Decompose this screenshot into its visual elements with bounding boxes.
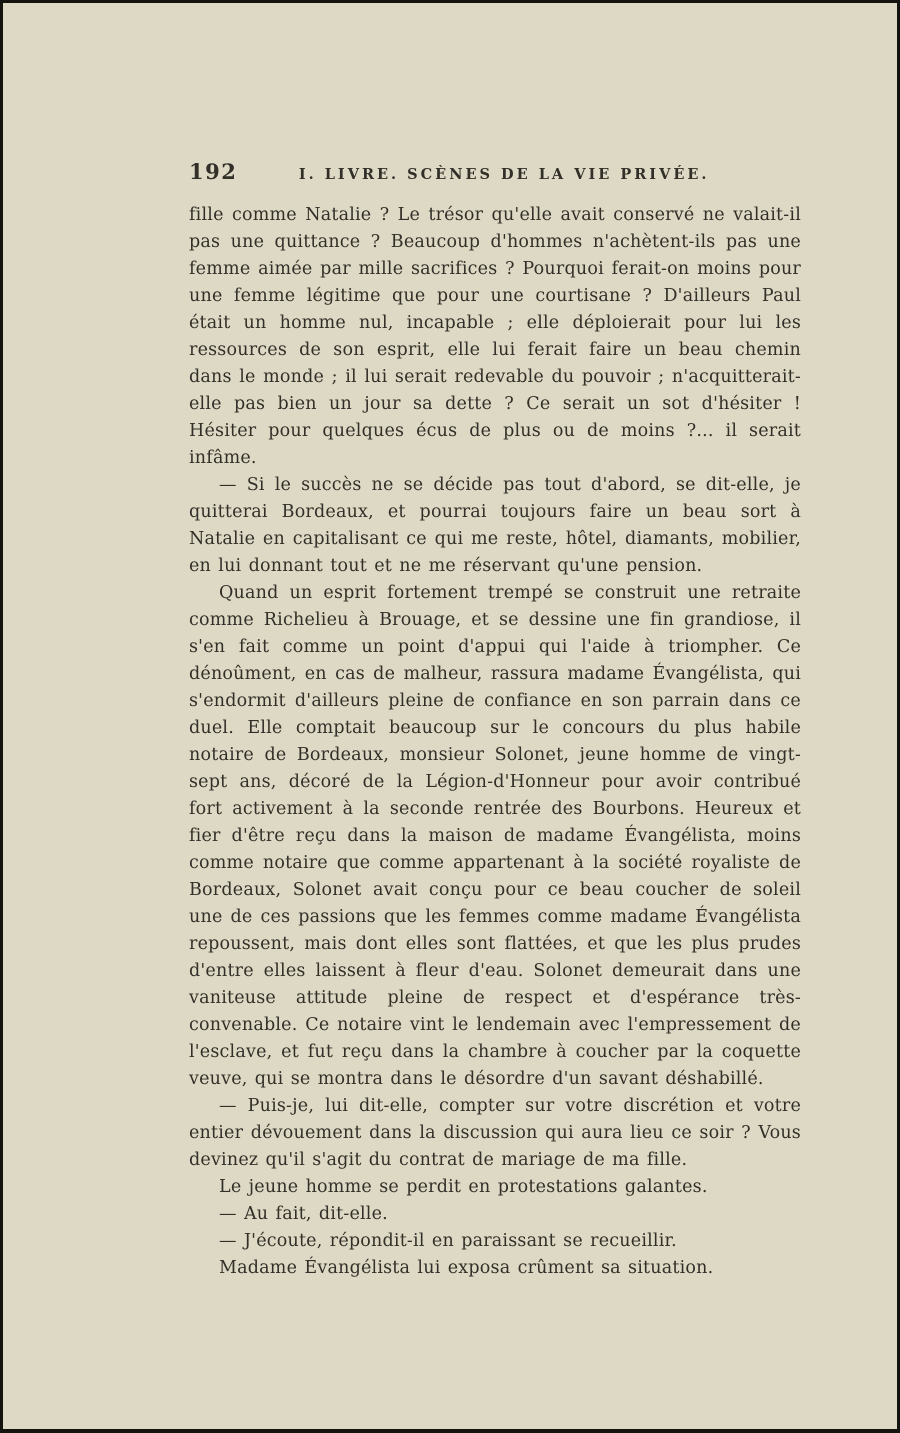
- paragraph: — Au fait, dit-elle.: [219, 1204, 388, 1224]
- paragraph: — Si le succès ne se décide pas tout d'abord, se dit-elle, je quitterai Bordeaux, et pourrai toujours faire un beau sort à Natalie en capitalisant ce qui me reste, hôtel, diamants, mobilier, en lui donnant tout et ne me réservant qu'une pension.: [189, 475, 801, 576]
- page-number: 192: [189, 159, 238, 184]
- paragraph: — Puis-je, lui dit-elle, compter sur votre discrétion et votre entier dévouement dans la discussion qui aura lieu ce soir ? Vous devinez qu'il s'agit du contrat de mariage de ma fille.: [189, 1096, 801, 1170]
- running-title: I. LIVRE. SCÈNES DE LA VIE PRIVÉE.: [298, 166, 710, 183]
- paragraph: Le jeune homme se perdit en protestations galantes.: [219, 1177, 708, 1197]
- paragraph: Quand un esprit fortement trempé se construit une retraite comme Richelieu à Brouage, et se dessine une fin grandiose, il s'en fait comme un point d'appui qui l'aide à triompher. Ce dénoûment, en cas de malheur, rassura madame Évangélista, qui s'endormit d'ailleurs pleine de confiance en son parrain dans ce duel. Elle comptait beaucoup sur le concours du plus habile notaire de Bordeaux, monsieur Solonet, jeune homme de vingt-sept ans, décoré de la Légion-d'Honneur pour avoir contribué fort activement à la seconde rentrée des Bourbons. Heureux et fier d'être reçu dans la maison de madame Évangélista, moins comme notaire que comme appartenant à la société royaliste de Bordeaux, Solonet avait conçu pour ce beau coucher de soleil une de ces passions que les femmes comme madame Évangélista repoussent, mais dont elles sont flattées, et que les plus prudes d'entre elles laissent à fleur d'eau. Solonet demeurait dans une vaniteuse attitude pleine de respect et d'espérance très-convenable. Ce notaire vint le lendemain avec l'empressement de l'esclave, et fut reçu dans la chambre à coucher par la coquette veuve, qui se montra dans le désordre d'un savant déshabillé.: [189, 583, 801, 1089]
- paragraph: fille comme Natalie ? Le trésor qu'elle avait conservé ne valait-il pas une quittance ? Beaucoup d'hommes n'achètent-ils pas une femme aimée par mille sacrifices ? Pourquoi ferait-on moins pour une femme légitime que pour une courtisane ? D'ailleurs Paul était un homme nul, incapable ; elle déploierait pour lui les ressources de son esprit, elle lui ferait faire un beau chemin dans le monde ; il lui serait redevable du pouvoir ; n'acquitterait-elle pas bien un jour sa dette ? Ce serait un sot d'hésiter ! Hésiter pour quelques écus de plus ou de moins ?... il serait infâme.: [189, 205, 801, 468]
- page-content: [189, 159, 801, 1282]
- body-text: [189, 202, 801, 1282]
- paragraph: Madame Évangélista lui exposa crûment sa situation.: [219, 1258, 714, 1278]
- running-head: [189, 159, 801, 184]
- paragraph: — J'écoute, répondit-il en paraissant se recueillir.: [219, 1231, 677, 1251]
